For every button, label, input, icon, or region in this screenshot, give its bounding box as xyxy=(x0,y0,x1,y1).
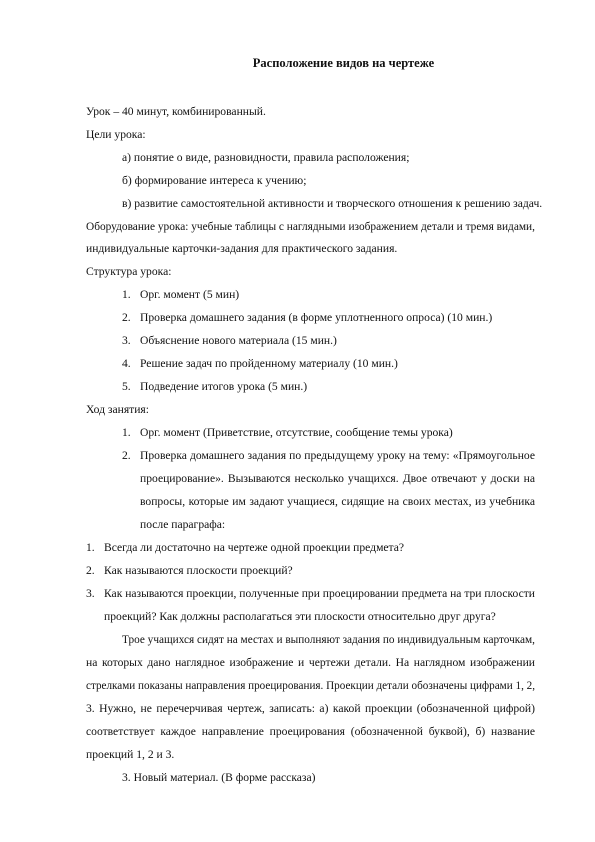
structure-item: Орг. момент (5 мин) xyxy=(140,288,240,301)
process-item: Орг. момент (Приветствие, отсутствие, сообщение темы урока) xyxy=(140,426,453,439)
question-item-line: Как называются проекции, полученные при проецировании предмета на три плоскости xyxy=(104,587,535,600)
process-item-line: после параграфа: xyxy=(140,518,226,531)
process-item-line: проецирование». Вызываются несколько учащихся. Двое отвечают у доски на xyxy=(140,472,535,485)
paragraph-line: соответствует каждое направление проецирования (обозначенной буквой), б) название xyxy=(86,725,535,738)
lesson-info: Урок – 40 минут, комбинированный. xyxy=(86,105,266,118)
structure-item-number: 2. xyxy=(122,311,131,324)
structure-item-number: 5. xyxy=(122,380,131,393)
question-item-line: проекций? Как должны располагаться эти плоскости относительно друг друга? xyxy=(104,610,496,623)
structure-item: Проверка домашнего задания (в форме уплотненного опроса) (10 мин.) xyxy=(140,311,493,324)
structure-item-number: 1. xyxy=(122,288,131,301)
equipment-line: Оборудование урока: учебные таблицы с наглядными изображением детали и тремя видами, xyxy=(86,220,535,233)
process-heading: Ход занятия: xyxy=(86,403,149,416)
process-item-line: Проверка домашнего задания по предыдущему уроку на тему: «Прямоугольное xyxy=(140,449,535,462)
structure-item: Решение задач по пройденному материалу (10 мин.) xyxy=(140,357,398,370)
structure-item-number: 4. xyxy=(122,357,131,370)
goals-heading: Цели урока: xyxy=(86,128,146,141)
goal-item: в) развитие самостоятельной активности и творческого отношения к решению задач. xyxy=(122,197,543,210)
question-number: 2. xyxy=(86,564,95,577)
equipment-line: индивидуальные карточки-задания для практического задания. xyxy=(86,242,398,255)
structure-item: Объяснение нового материала (15 мин.) xyxy=(140,334,337,347)
new-material-heading: 3. Новый материал. (В форме рассказа) xyxy=(122,771,316,784)
question-number: 3. xyxy=(86,587,95,600)
structure-heading: Структура урока: xyxy=(86,265,172,278)
goal-item: а) понятие о виде, разновидности, правила расположения; xyxy=(122,151,410,164)
process-item-line: вопросы, которые им задают учащиеся, сидящие на своих местах, из учебника xyxy=(140,495,535,508)
process-item-number: 2. xyxy=(122,449,131,462)
process-item-number: 1. xyxy=(122,426,131,439)
structure-item-number: 3. xyxy=(122,334,131,347)
paragraph-line: на которых дано наглядное изображение и чертежи детали. На наглядном изображении xyxy=(86,656,535,669)
structure-item: Подведение итогов урока (5 мин.) xyxy=(140,380,308,393)
question-item: Как называются плоскости проекций? xyxy=(104,564,293,577)
paragraph-line: 3. Нужно, не перечерчивая чертеж, записать: а) какой проекции (обозначенной цифрой) xyxy=(86,702,535,715)
goal-item: б) формирование интереса к учению; xyxy=(122,174,307,187)
paragraph-line: стрелками показаны направления проецирования. Проекции детали обозначены цифрами 1, 2, xyxy=(86,679,536,692)
document-title: Расположение видов на чертеже xyxy=(252,56,435,70)
question-number: 1. xyxy=(86,541,95,554)
question-item: Всегда ли достаточно на чертеже одной проекции предмета? xyxy=(104,541,405,554)
paragraph-line: проекций 1, 2 и 3. xyxy=(86,748,175,761)
paragraph-line: Трое учащихся сидят на местах и выполняют задания по индивидуальным карточкам, xyxy=(122,633,536,646)
